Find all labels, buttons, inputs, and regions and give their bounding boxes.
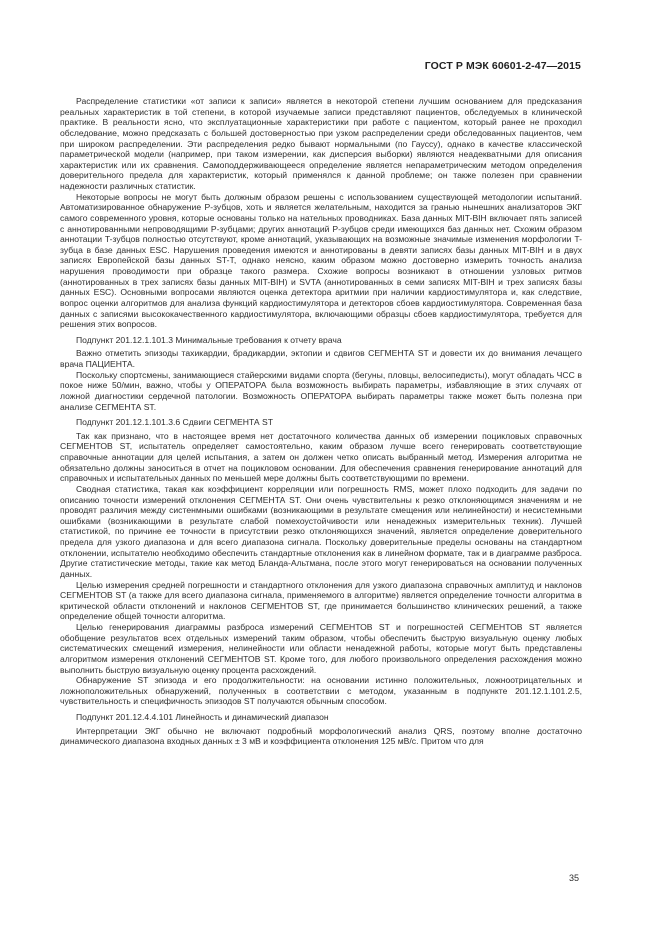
subclause-heading: Подпункт 201.12.1.101.3 Минимальные требования к отчету врача: [76, 334, 342, 345]
body-paragraph: Поскольку спортсмены, занимающиеся стайерскими видами спорта (бегуны, пловцы, велосипедисты), могут обладать ЧСС в покое ниже 50/мин, важно, чтобы у ОПЕРАТОРА была возможность выбирать параметры, избавляющие в этих случаях от ложной диагностики сердечной патологии. Возможность ОПЕРАТОРА выбирать параметры также может быть полезна при анализе СЕГМЕНТА ST.: [60, 369, 582, 412]
body-paragraph: Сводная статистика, такая как коэффициент корреляции или погрешность RMS, может плохо подходить для задачи по описанию точности измерений отклонения СЕГМЕНТА ST. Они очень чувствительны к резко отклоняющимся значениям и не проводят различия между систенмными ошибками (возникающими в результате смещения или нелинейности) и несистемными ошибками (возникающими в результате слабой помехоустойчивости или ненадежных измерительных техник). Лучшей статистикой, по причине ее точности в присутствии резко отклоняющихся значений, является определение доверительного предела для узкого диапазона и для всего диапазона сигнала. Поскольку доверительные пределы основаны на стандартном отклонении, испытателю необходимо обеспечить стандартные отклонения как в линейном формате, так и в диаграмме разброса. Другие статистические методы, такие как метод Бланда-Альтмана, после этого могут генерироваться на основании полученных данных.: [60, 483, 582, 579]
standard-header: ГОСТ Р МЭК 60601-2-47—2015: [424, 60, 581, 72]
subclause-heading: Подпункт 201.12.4.4.101 Линейность и динамический диапазон: [76, 712, 329, 722]
body-paragraph: Интерпретации ЭКГ обычно не включают подробный морфологический анализ QRS, поэтому вполне достаточно динамического диапазона входных данных ± 3 мВ и коэффициента отклонения 125 мВ/с. Притом что для: [60, 725, 582, 747]
body-paragraph: Важно отметить эпизоды тахикардии, брадикардии, эктопии и сдвигов СЕГМЕНТА ST и довести их до внимания лечащего врача ПАЦИЕНТА.: [60, 348, 582, 369]
body-paragraph: Обнаружение ST эпизода и его продолжительности: на основании истинно положительных, ложноотрицательных и ложноположительных обнаружений, полученных в соответствии с методом, указанным в подпункте 201.12.1.101.2.5, чувствительность и специфичность эпизодов ST получаются обычным способом.: [60, 675, 582, 707]
body-paragraph: Распределение статистики «от записи к записи» является в некоторой степени лучшим основанием для предсказания реальных характеристик в той степени, в которой изучаемые записи представляют пациентов, обследуемых в клинической практике. В реальности ясно, что эксплуатационные характеристики при работе с пациентом, который ранее не проходил обследование, можно предсказать с большей достоверностью при узком распределении среди обследованных пациентов, чем при широком распределении. Эти распределения редко бывают нормальными (по Гауссу), однако в качестве классической параметрической модели (например, при таком измерении, как дисперсия выборки) являются неадекватными для описания характеристик или их сравнения. Самоподдерживающееся определение является непараметрическим методом определения доверительного предела для характеристик, который применялся к данной проблеме; он также полезен при сравнении надежности различных статистик.: [60, 96, 582, 191]
body-text: [60, 96, 582, 747]
body-paragraph: Целью генерирования диаграммы разброса измерений СЕГМЕНТОВ ST и погрешностей СЕГМЕНТОВ ST является обобщение результатов всех отдельных измерений таким образом, чтобы обеспечить быструю визуальную оценку любых систематических смещений измерения, нелинейности или области ненадежной работы, которые могут быть представлены алгоритмом измерения отклонений СЕГМЕНТОВ ST. Кроме того, для любого произвольного определения расхождения можно выполнить быструю визуальную оценку процента расхождений.: [60, 622, 582, 675]
body-paragraph: Некоторые вопросы не могут быть должным образом решены с использованием существующей методологии испытаний. Автоматизированное обнаружение P-зубцов, хоть и является желательным, находится за гранью нынешних анализаторов ЭКГ самого современного уровня, которые основаны только на нательных проводниках. База данных MIT-BIH включает пять записей с аннотированными непроводящими P-зубцами; других аннотаций P-зубцов среди имеющихся баз данных нет. Схожим образом аннотации T-зубцов полностью отсутствуют, кроме аннотаций, указывающих на возможные значимые изменения морфологии T-зубца в базе данных ESC. Нарушения проведения имеются и аннотированы в девяти записях базы данных MIT-BIH и в двух записях Европейской базы данных ST-T, однако неясно, каким образом можно достоверно измерить точность анализа нарушения проводимости при образце такого размера. Схожие вопросы возникают в отношении узловых ритмов (аннотированных в трех записях базы данных MIT-BIH) и SVTA (аннотированных в семи записях MIT-BIH и трех записях базы данных ESC). Основными вопросами являются оценка детектора аритмии при наличии кардиостимулятора и, как следствие, вопрос оценки алгоритмов для анализа функций кардиостимулятора и детекторов сбоев кардиостимулятора. Современная база данных с записями высококачественного кардиостимулятора, включающими образцы сбоев кардиостимулятора, требуется для решения этих вопросов.: [60, 191, 582, 330]
subclause-heading: Подпункт 201.12.1.101.3.6 Сдвиги СЕГМЕНТА ST: [76, 417, 274, 428]
body-paragraph: Целью измерения средней погрешности и стандартного отклонения для узкого диапазона справочных амплитуд и наклонов СЕГМЕНТОВ ST (а также для всего диапазона сигнала, применяемого в алгоритме) является определение точности алгоритма в критической области отклонений и наклонов СЕГМЕНТОВ ST, где принимается большинство клинических решений, а также определение общей точности алгоритма.: [60, 579, 582, 622]
page-number: 35: [568, 873, 579, 883]
body-paragraph: Так как признано, что в настоящее время нет достаточного количества данных об измерении поцикловых справочных СЕГМЕНТОВ ST, испытатель определяет самостоятельно, каким образом лучше всего генерировать соответствующие справочные аннотации для целей испытания, а затем он должен четко описать выбранный метод. Измерения алгоритма не обязательно должны заноситься в отчет на поцикловом основании. Для обеспечения сравнения генерирование аннотаций для справочных и испытательных данных по меньшей мере должны быть соответствующими по времени.: [60, 430, 582, 484]
